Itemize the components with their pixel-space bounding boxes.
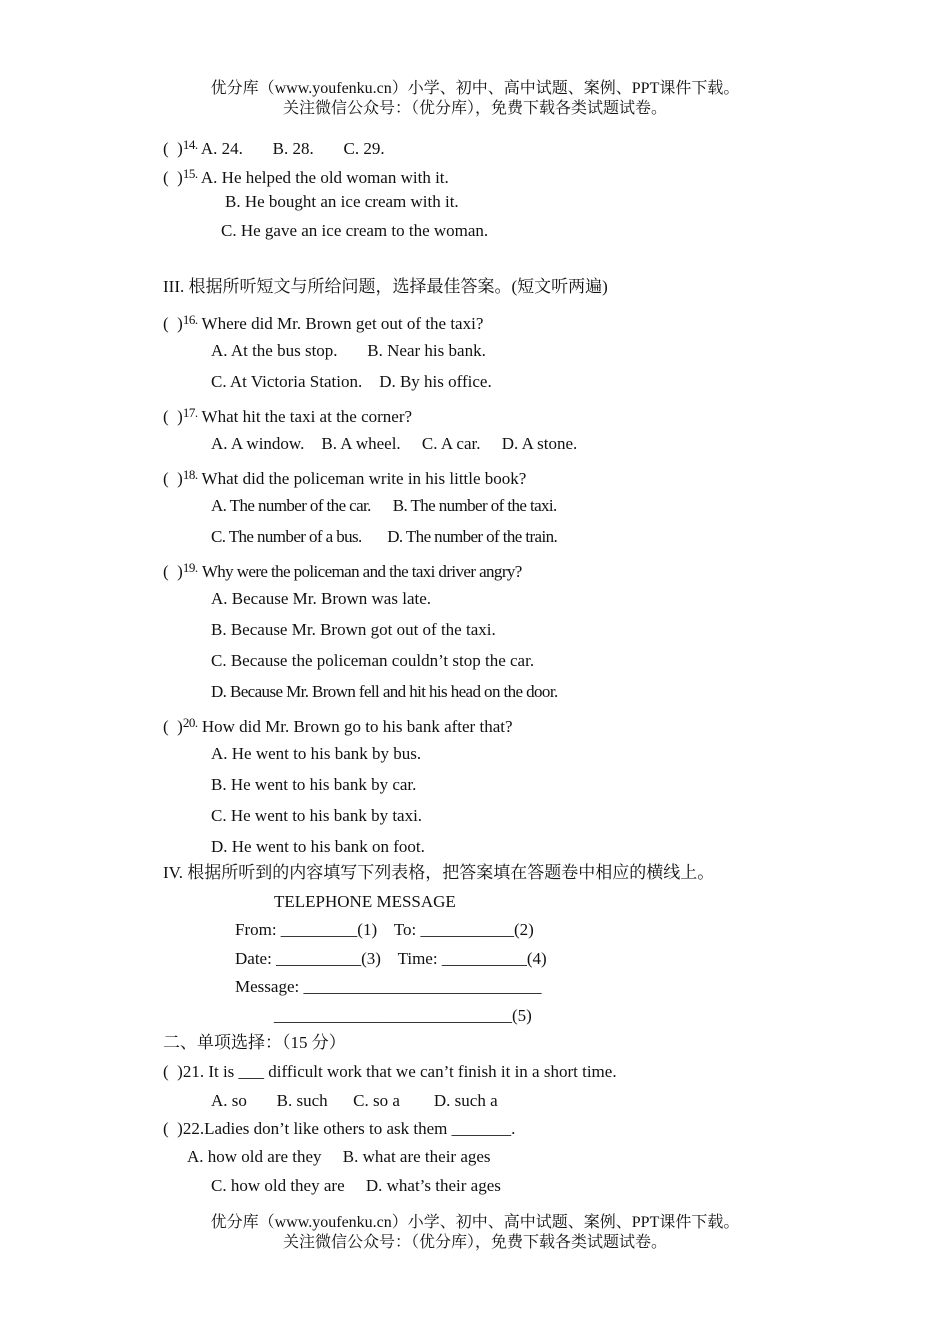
question-number: 14. bbox=[182, 137, 198, 152]
answer-bracket: ( ) bbox=[163, 168, 183, 187]
q16-options-row-1: A. At the bus stop. B. Near his bank. bbox=[211, 341, 486, 360]
form-row-message-cont: ____________________________(5) bbox=[274, 1006, 532, 1025]
q19-option-d: D. Because Mr. Brown fell and hit his head on the door. bbox=[211, 682, 558, 701]
q19-text: Why were the policeman and the taxi driver angry? bbox=[201, 562, 522, 581]
question-17 bbox=[163, 402, 412, 428]
q16-options-row-2: C. At Victoria Station. D. By his office. bbox=[211, 372, 492, 391]
question-14 bbox=[163, 134, 385, 160]
q15-option-a: A. He helped the old woman with it. bbox=[200, 168, 449, 187]
q19-option-a: A. Because Mr. Brown was late. bbox=[211, 589, 432, 608]
question-number: 19. bbox=[182, 560, 198, 575]
footer-line-2: 关注微信公众号：（优分库），免费下载各类试题试卷。 bbox=[282, 1234, 667, 1251]
q17-text: What hit the taxi at the corner? bbox=[201, 407, 413, 426]
q15-option-b: B. He bought an ice cream with it. bbox=[225, 192, 459, 211]
answer-bracket: ( ) bbox=[163, 407, 183, 426]
q14-options: A. 24. B. 28. C. 29. bbox=[200, 139, 385, 158]
q20-option-d: D. He went to his bank on foot. bbox=[211, 837, 425, 856]
question-number: 15. bbox=[182, 166, 198, 181]
question-number: 17. bbox=[182, 405, 198, 420]
question-number: 20. bbox=[182, 715, 198, 730]
question-number: 18. bbox=[182, 467, 198, 482]
q20-option-c: C. He went to his bank by taxi. bbox=[211, 806, 423, 825]
q18-options-row-2: C. The number of a bus. D. The number of the train. bbox=[211, 527, 558, 546]
answer-bracket: ( ) bbox=[163, 562, 183, 581]
form-row-date-time: Date: __________(3) Time: __________(4) bbox=[235, 949, 547, 968]
q15-option-c: C. He gave an ice cream to the woman. bbox=[221, 221, 489, 240]
section-4-title: IV. 根据所听到的内容填写下列表格，把答案填在答题卷中相应的横线上。 bbox=[163, 863, 715, 882]
q19-option-b: B. Because Mr. Brown got out of the taxi. bbox=[211, 620, 496, 639]
header-line-1: 优分库（www.youfenku.cn）小学、初中、高中试题、案例、PPT课件下载。 bbox=[210, 80, 740, 97]
question-21: ( )21. It is ___ difficult work that we can’t finish it in a short time. bbox=[163, 1062, 617, 1081]
q20-text: How did Mr. Brown go to his bank after that? bbox=[201, 717, 513, 736]
q19-option-c: C. Because the policeman couldn’t stop the car. bbox=[211, 651, 535, 670]
question-22: ( )22.Ladies don’t like others to ask them _______. bbox=[163, 1119, 516, 1138]
form-row-message: Message: ____________________________ bbox=[235, 977, 542, 996]
header-line-2: 关注微信公众号：（优分库），免费下载各类试题试卷。 bbox=[282, 100, 667, 117]
q22-options-row-1: A. how old are they B. what are their ages bbox=[187, 1147, 491, 1166]
section-3-title: III. 根据所听短文与所给问题，选择最佳答案。(短文听两遍) bbox=[163, 277, 608, 296]
q20-option-b: B. He went to his bank by car. bbox=[211, 775, 417, 794]
q18-text: What did the policeman write in his little book? bbox=[201, 469, 527, 488]
answer-bracket: ( ) bbox=[163, 717, 183, 736]
answer-bracket: ( ) bbox=[163, 314, 183, 333]
question-number: 16. bbox=[182, 312, 198, 327]
question-19 bbox=[163, 557, 522, 583]
question-16 bbox=[163, 309, 483, 335]
q22-options-row-2: C. how old they are D. what’s their ages bbox=[211, 1176, 501, 1195]
q21-options: A. so B. such C. so a D. such a bbox=[211, 1091, 498, 1110]
form-row-from-to: From: _________(1) To: ___________(2) bbox=[235, 920, 534, 939]
q20-option-a: A. He went to his bank by bus. bbox=[211, 744, 422, 763]
question-15 bbox=[163, 163, 449, 189]
question-20 bbox=[163, 712, 513, 738]
answer-bracket: ( ) bbox=[163, 139, 183, 158]
q18-options-row-1: A. The number of the car. B. The number of the taxi. bbox=[211, 496, 557, 515]
footer-line-1: 优分库（www.youfenku.cn）小学、初中、高中试题、案例、PPT课件下载。 bbox=[210, 1214, 740, 1231]
part-2-title: 二、单项选择：（15 分） bbox=[163, 1033, 346, 1052]
q16-text: Where did Mr. Brown get out of the taxi? bbox=[201, 314, 484, 333]
q17-options: A. A window. B. A wheel. C. A car. D. A stone. bbox=[211, 434, 578, 453]
telephone-message-title: TELEPHONE MESSAGE bbox=[274, 892, 456, 911]
question-18 bbox=[163, 464, 526, 490]
answer-bracket: ( ) bbox=[163, 469, 183, 488]
